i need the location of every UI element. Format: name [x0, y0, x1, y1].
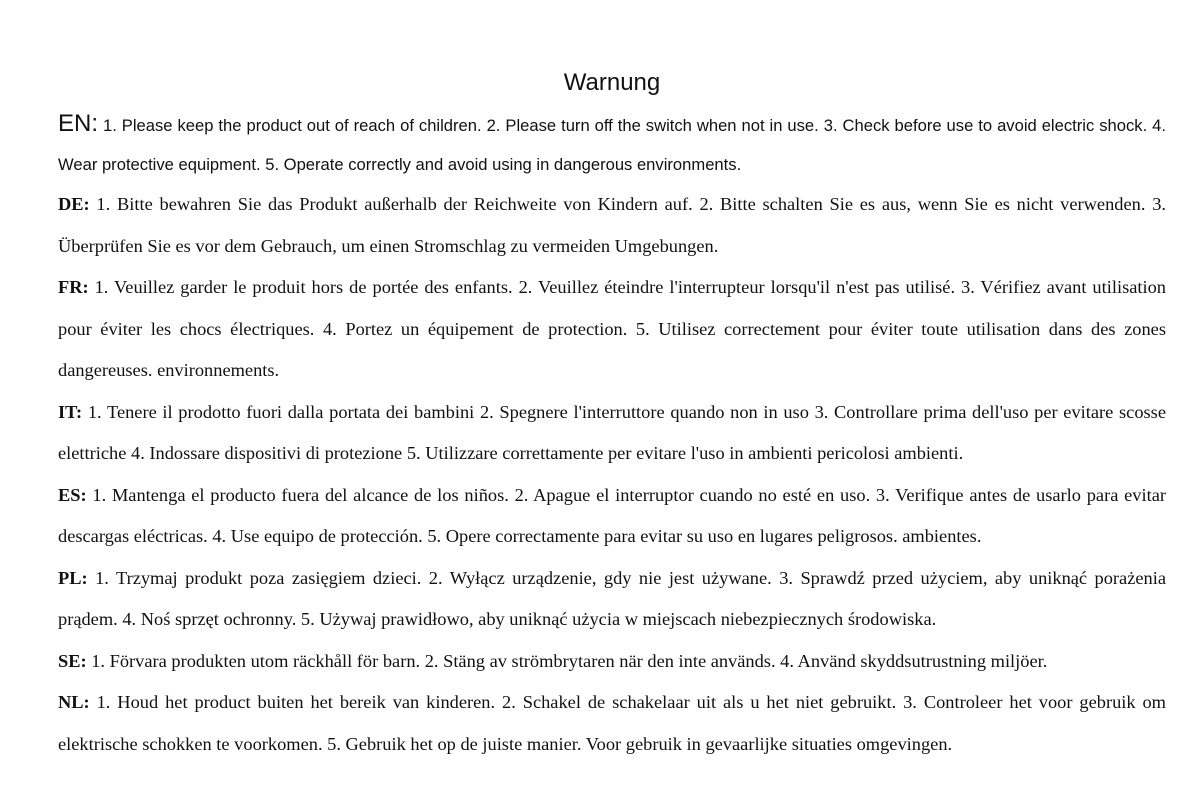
warning-paragraph-pl [58, 558, 1166, 641]
language-code-nl: NL: [58, 692, 90, 712]
language-code-de: DE: [58, 194, 90, 214]
language-code-es: ES: [58, 484, 87, 505]
warning-paragraph-it [58, 392, 1166, 475]
warning-text-en: 1. Please keep the product out of reach of children. 2. Please turn off the switch when not in use. 3. Check before use to avoid electric shock. 4. Wear protective equipment. 5. Operate correctly and avoid using in dangerous environments. [58, 116, 1166, 174]
warning-text-de: 1. Bitte bewahren Sie das Produkt außerhalb der Reichweite von Kindern auf. 2. Bitte schalten Sie es aus, wenn Sie es nicht verwenden. 3. Überprüfen Sie es vor dem Gebrauch, um einen Stromschlag zu vermeiden Umgebungen. [58, 194, 1166, 256]
language-code-en: EN: [58, 110, 99, 137]
language-code-se: SE: [58, 650, 87, 671]
warning-text-se: 1. Förvara produkten utom räckhåll för barn. 2. Stäng av strömbrytaren när den inte används. 4. Använd skyddsutrustning miljöer. [86, 650, 1048, 671]
language-code-fr: FR: [58, 277, 89, 297]
warning-document [58, 62, 1166, 765]
warning-paragraph-de [58, 184, 1166, 267]
warning-text-es: 1. Mantenga el producto fuera del alcance de los niños. 2. Apague el interruptor cuando no esté en uso. 3. Verifique antes de usarlo para evitar descargas eléctricas. 4. Use equipo de protección. 5. Opere correctamente para evitar su uso en lugares peligrosos. ambientes. [58, 484, 1166, 546]
warning-paragraph-en [58, 104, 1166, 184]
warning-text-pl: 1. Trzymaj produkt poza zasięgiem dzieci. 2. Wyłącz urządzenie, gdy nie jest używane. 3. Sprawdź przed użyciem, aby uniknąć porażenia prądem. 4. Noś sprzęt ochronny. 5. Używaj prawidłowo, aby uniknąć użycia w miejscach niebezpiecznych środowiska. [58, 567, 1166, 629]
warning-text-it: 1. Tenere il prodotto fuori dalla portata dei bambini 2. Spegnere l'interruttore quando non in uso 3. Controllare prima dell'uso per evitare scosse elettriche 4. Indossare dispositivi di protezione 5. Utilizzare correttamente per evitare l'uso in ambienti pericolosi ambienti. [58, 401, 1166, 463]
language-code-pl: PL: [58, 567, 88, 588]
warning-paragraph-se [58, 641, 1166, 683]
warning-paragraph-nl [58, 682, 1166, 765]
language-code-it: IT: [58, 401, 83, 422]
page-title: Warnung [563, 69, 661, 96]
warning-text-nl: 1. Houd het product buiten het bereik van kinderen. 2. Schakel de schakelaar uit als u het niet gebruikt. 3. Controleer het voor gebruik om elektrische schokken te voorkomen. 5. Gebruik het op de juiste manier. Voor gebruik in gevaarlijke situaties omgevingen. [58, 692, 1166, 754]
warning-text-fr: 1. Veuillez garder le produit hors de portée des enfants. 2. Veuillez éteindre l'interrupteur lorsqu'il n'est pas utilisé. 3. Vérifiez avant utilisation pour éviter les chocs électriques. 4. Portez un équipement de protection. 5. Utilisez correctement pour éviter toute utilisation dans des zones dangereuses. environnements. [58, 277, 1166, 380]
warning-paragraph-es [58, 475, 1166, 558]
warning-paragraph-fr [58, 267, 1166, 392]
